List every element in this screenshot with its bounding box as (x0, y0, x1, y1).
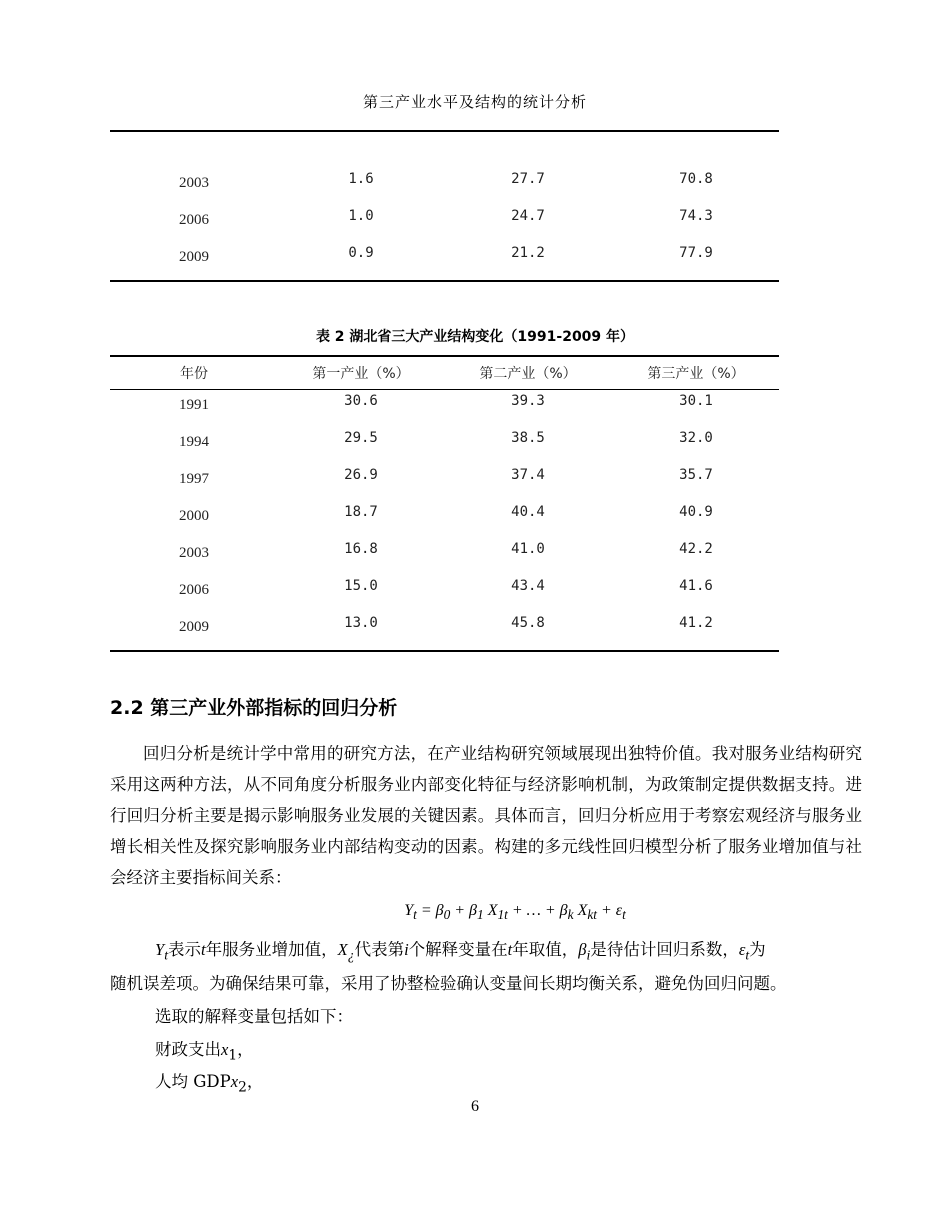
table2-cell-value: 42.2 (679, 541, 713, 557)
table2-cell-year: 2006 (179, 582, 209, 598)
paragraph-3: 选取的解释变量包括如下： (155, 1007, 353, 1026)
table1-cell-year: 2006 (179, 212, 209, 228)
table2-cell-value: 39.3 (511, 393, 545, 409)
table2-cell-year: 2003 (179, 545, 209, 561)
table2-column-header: 第一产业（%） (312, 366, 410, 382)
table2-bottom-rule (110, 650, 779, 652)
variable-x1: 财政支出$x_1$， (155, 1040, 254, 1064)
table2-cell-value: 37.4 (511, 467, 545, 483)
table2-cell-value: 43.4 (511, 578, 545, 594)
paragraph-2-line-2: 随机误差项。为确保结果可靠，采用了协整检验确认变量间长期均衡关系，避免伪回归问题。 (110, 974, 787, 993)
table1-cell-value: 1.6 (348, 171, 374, 187)
table2-cell-value: 38.5 (511, 430, 545, 446)
variable-x1-label: 财政支出 (155, 1040, 221, 1059)
table2-cell-value: 32.0 (679, 430, 713, 446)
table2-cell-value: 40.4 (511, 504, 545, 520)
table2-cell-year: 1991 (179, 397, 209, 413)
page-number: 6 (471, 1098, 479, 1115)
table1-cell-value: 27.7 (511, 171, 545, 187)
table1-cell-year: 2009 (179, 249, 209, 265)
table2-column-header: 第二产业（%） (479, 366, 577, 382)
table1-cell-year: 2003 (179, 175, 209, 191)
table2-cell-value: 30.6 (344, 393, 378, 409)
table2-top-rule (110, 355, 779, 357)
table1-cell-value: 74.3 (679, 208, 713, 224)
table2-header-rule (110, 389, 779, 390)
table2-caption: 表 2 湖北省三大产业结构变化（1991-2009 年） (315, 329, 635, 345)
table2-column-header: 年份 (180, 366, 208, 382)
table1-cell-value: 24.7 (511, 208, 545, 224)
table2-cell-year: 1994 (179, 434, 209, 450)
table1-cell-value: 21.2 (511, 245, 545, 261)
section-title: 2.2 第三产业外部指标的回归分析 (110, 697, 398, 719)
variable-x2: 人均 GDPx$_2$， (155, 1072, 264, 1096)
table2-cell-value: 30.1 (679, 393, 713, 409)
table1-bottom-rule (110, 280, 779, 282)
table2-cell-value: 41.0 (511, 541, 545, 557)
table2-cell-year: 2000 (179, 508, 209, 524)
table1-cell-value: 0.9 (348, 245, 374, 261)
table1-cell-value: 77.9 (679, 245, 713, 261)
table2-cell-value: 15.0 (344, 578, 378, 594)
table2-cell-value: 45.8 (511, 615, 545, 631)
table2-cell-year: 1997 (179, 471, 209, 487)
table1-cell-value: 1.0 (348, 208, 374, 224)
paragraph-1: 回归分析是统计学中常用的研究方法，在产业结构研究领域展现出独特价值。我对服务业结构研究采用这两种方法，从不同角度分析服务业内部变化特征与经济影响机制，为政策制定提供数据支持。进行回归分析主要是揭示影响服务业发展的关键因素。具体而言，回归分析应用于考察宏观经济与服务业增长相关性及探究影响服务业内部结构变动的因素。构建的多元线性回归模型分析了服务业增加值与社会经济主要指标间关系： (110, 744, 862, 887)
table2-cell-value: 40.9 (679, 504, 713, 520)
table2-cell-value: 35.7 (679, 467, 713, 483)
table2-cell-value: 41.2 (679, 615, 713, 631)
table2-cell-value: 29.5 (344, 430, 378, 446)
table1-cell-value: 70.8 (679, 171, 713, 187)
table2-cell-value: 13.0 (344, 615, 378, 631)
table2-column-header: 第三产业（%） (647, 366, 745, 382)
regression-formula: $Y_t = \beta_0 + \beta_1$ $X_{1t}$ + … + $\beta_k$ $X_{kt} + \varepsilon_t$ (404, 902, 626, 923)
table2-cell-value: 18.7 (344, 504, 378, 520)
table1-top-rule (110, 130, 779, 132)
paragraph-2-line-1: $Y_t$表示t年服务业增加值，$X_¿$代表第i个解释变量在t年取值，$\beta_i$是待估计回归系数，$\varepsilon_t$为 (155, 940, 766, 963)
table2-cell-value: 16.8 (344, 541, 378, 557)
variable-x2-label: 人均 GDP (155, 1072, 231, 1091)
table2-cell-year: 2009 (179, 619, 209, 635)
table2-cell-value: 26.9 (344, 467, 378, 483)
table2-cell-value: 41.6 (679, 578, 713, 594)
running-header: 第三产业水平及结构的统计分析 (362, 93, 587, 111)
